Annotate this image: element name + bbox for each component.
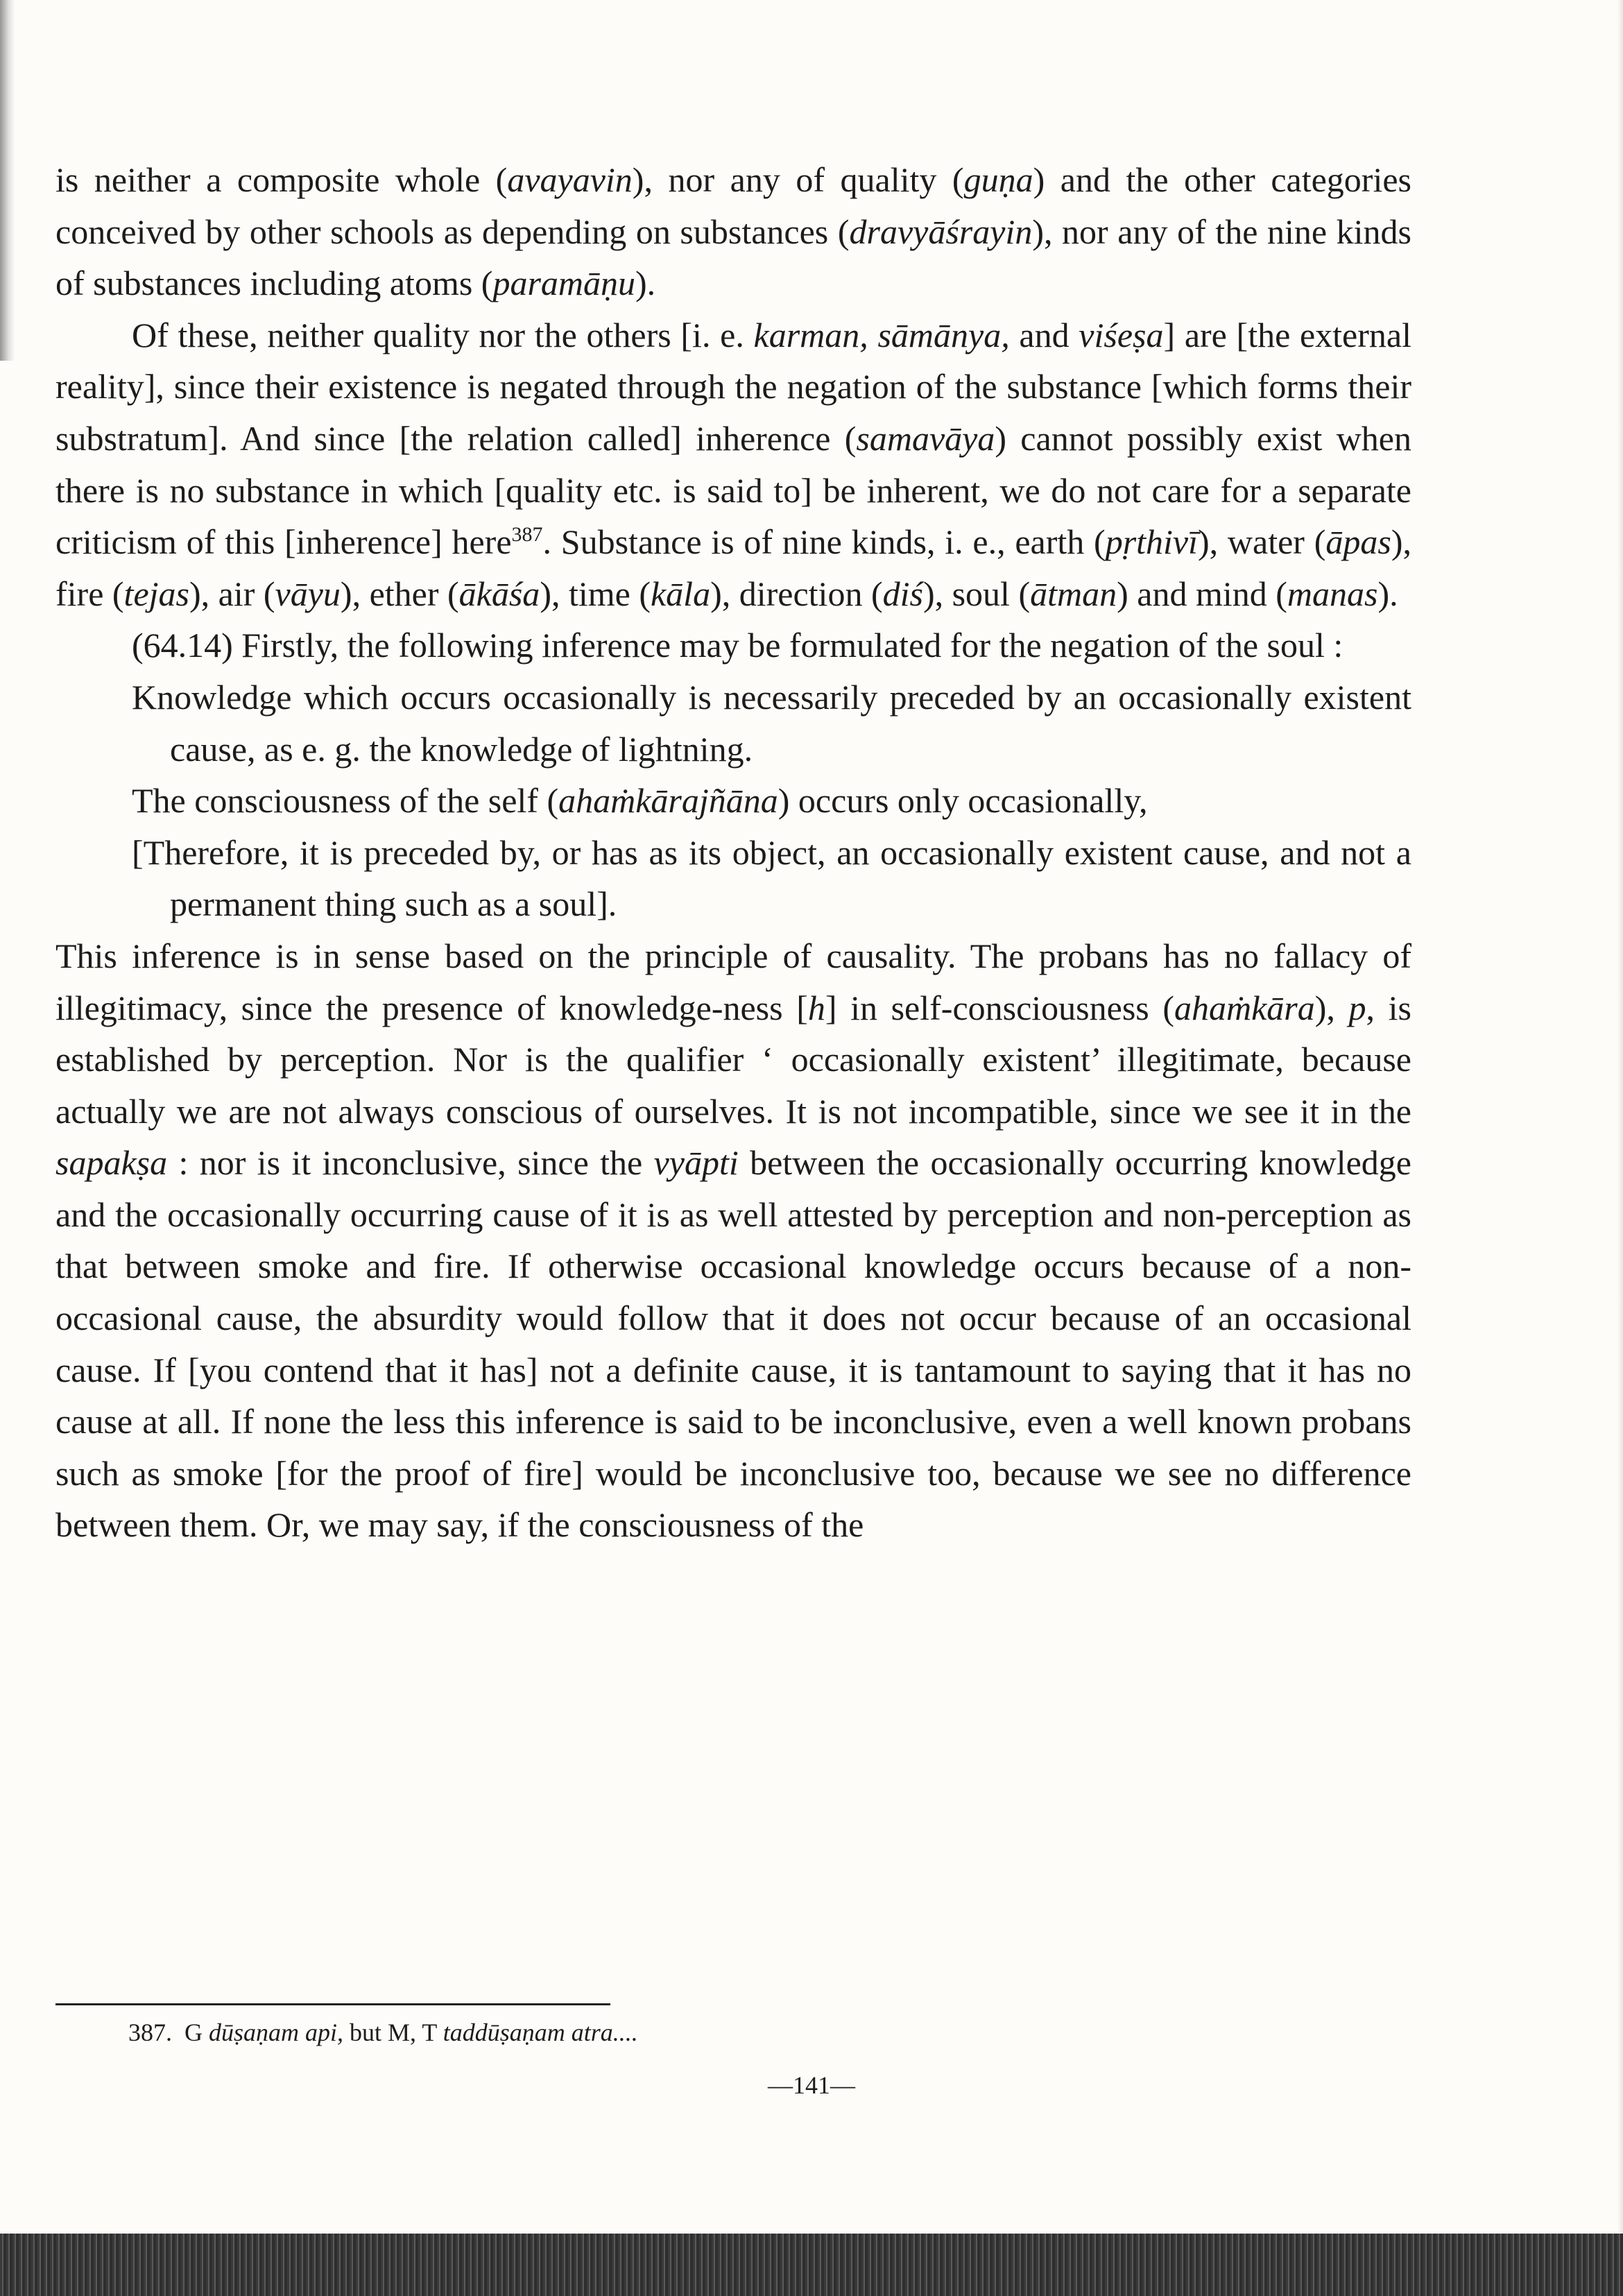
text-segment: : nor is it inconclusive, since the: [167, 1143, 654, 1183]
paragraph-p4: [55, 671, 1411, 775]
footnote-number: 387.: [128, 2019, 172, 2046]
italic-term: āpas: [1325, 522, 1391, 562]
italic-term: kāla: [650, 574, 711, 613]
italic-term: viśeṣa: [1079, 315, 1164, 354]
text-segment: (64.14) Firstly, the following inference may be formulated for the negation of the soul :: [132, 626, 1343, 665]
italic-term: p: [1348, 988, 1366, 1027]
italic-term: manas: [1287, 574, 1378, 613]
text-segment: but M, T: [343, 2019, 443, 2046]
italic-term: diś: [882, 574, 923, 613]
text-segment: Knowledge which occurs occasionally is necessarily preceded by an occasionally existent cause, as e. g. the knowledge of lightning.: [132, 677, 1411, 769]
footnote-text: [184, 2019, 638, 2046]
scan-bottom-band: [0, 2234, 1623, 2296]
paragraph-p3: [55, 619, 1411, 671]
text-segment: ), time (: [540, 574, 651, 613]
footnote-reference: 387: [511, 523, 543, 547]
paragraph-p2: [55, 309, 1411, 620]
text-segment: ), water (: [1198, 522, 1326, 562]
paragraph-p1: [55, 154, 1411, 309]
text-segment: is neither a composite whole (: [55, 160, 508, 199]
text-segment: ] are [the external reality], since their existence is negated through the negation of the substance [which forms their substratum]. And since [the relation called] inherence (: [55, 315, 1411, 458]
italic-term: guṇa: [963, 160, 1033, 199]
text-segment: ), air (: [189, 574, 275, 613]
footnote-387: [128, 2015, 1307, 2050]
text-segment: ) and the other categories conceived by other schools as depending on substances (: [55, 160, 1411, 251]
text-segment: The consciousness of the self (: [132, 781, 559, 821]
text-segment: ] in self-consciousness (: [825, 988, 1174, 1027]
italic-term: vyāpti: [653, 1143, 739, 1183]
text-segment: Of these, neither quality nor the others [i. e.: [132, 315, 754, 354]
italic-term: sapakṣa: [55, 1143, 168, 1183]
text-segment: G: [184, 2019, 209, 2046]
italic-term: ahaṁkārajñāna: [558, 781, 778, 821]
text-segment: ).: [1377, 574, 1398, 613]
italic-term: ākāśa: [458, 574, 540, 613]
text-segment: ), fire (: [55, 522, 1411, 613]
text-segment: [Therefore, it is preceded by, or has as its object, an occasionally existent cause, and not a permanent thing such as a soul].: [132, 832, 1411, 924]
text-segment: ) occurs only occasionally,: [778, 781, 1148, 821]
paragraph-p7: [55, 930, 1411, 1551]
text-segment: ), nor any of the nine kinds of substances including atoms (: [55, 212, 1411, 303]
scan-edge-shadow: [0, 0, 15, 361]
text-segment: This inference is in sense based on the principle of causality. The probans has no fallacy of illegitimacy, since the presence of knowledge-ness [: [55, 936, 1411, 1027]
italic-term: dūṣaṇam api,: [209, 2019, 344, 2046]
italic-term: h: [807, 988, 825, 1027]
italic-term: samavāya: [856, 418, 995, 458]
text-segment: . Substance is of nine kinds, i. e., earth (: [542, 522, 1106, 562]
italic-term: karman, sāmānya,: [753, 315, 1010, 354]
text-segment: ) cannot possibly exist when there is no substance in which [quality etc. is said to] be inherent, we do not care for a separate criticism of this [inherence] here: [55, 418, 1411, 562]
italic-term: tejas: [123, 574, 189, 613]
italic-term: taddūṣaṇam atra....: [443, 2019, 638, 2046]
italic-term: ahaṁkāra: [1174, 988, 1315, 1027]
text-segment: ), soul (: [922, 574, 1031, 613]
italic-term: pṛthivī: [1105, 522, 1199, 562]
italic-term: vāyu: [275, 574, 341, 613]
text-segment: between the occasionally occurring knowledge and the occasionally occurring cause of it is as well attested by perception and non-perception as that between smoke and fire. If otherwise occasional knowledge occurs because of a non-occasional cause, the absurdity would follow that it does not occur because of an occasional cause. If [you contend that it has] not a definite cause, it is tantamount to saying that it has no cause at all. If none the less this inference is said to be inconclusive, even a well known probans such as smoke [for the proof of fire] would be inconclusive too, because we see no difference between them. Or, we may say, if the consciousness of the: [55, 1143, 1412, 1545]
text-segment: ) and mind (: [1117, 574, 1287, 613]
page-body: [55, 154, 1411, 1551]
text-segment: ), ether (: [340, 574, 459, 613]
paragraph-p5: [55, 775, 1411, 827]
italic-term: paramāṇu: [492, 264, 636, 303]
text-segment: ),: [1314, 988, 1349, 1027]
text-segment: ), direction (: [710, 574, 883, 613]
text-segment: ).: [635, 264, 656, 303]
italic-term: dravyāśrayin: [849, 212, 1033, 251]
paragraph-p6: [55, 827, 1411, 930]
italic-term: avayavin: [507, 160, 633, 199]
italic-term: ātman: [1030, 574, 1117, 613]
text-segment: and: [1009, 315, 1079, 354]
scan-edge-right: [1617, 0, 1623, 2296]
page-number: —141—: [768, 2071, 855, 2099]
footnote-rule: [55, 2003, 610, 2005]
text-segment: ), nor any of quality (: [632, 160, 964, 199]
text-segment: , is established by perception. Nor is the qualifier ‘ occasionally existent’ illegitimate, because actually we are not always conscious of ourselves. It is not incompatible, since we see it in the: [55, 988, 1411, 1131]
